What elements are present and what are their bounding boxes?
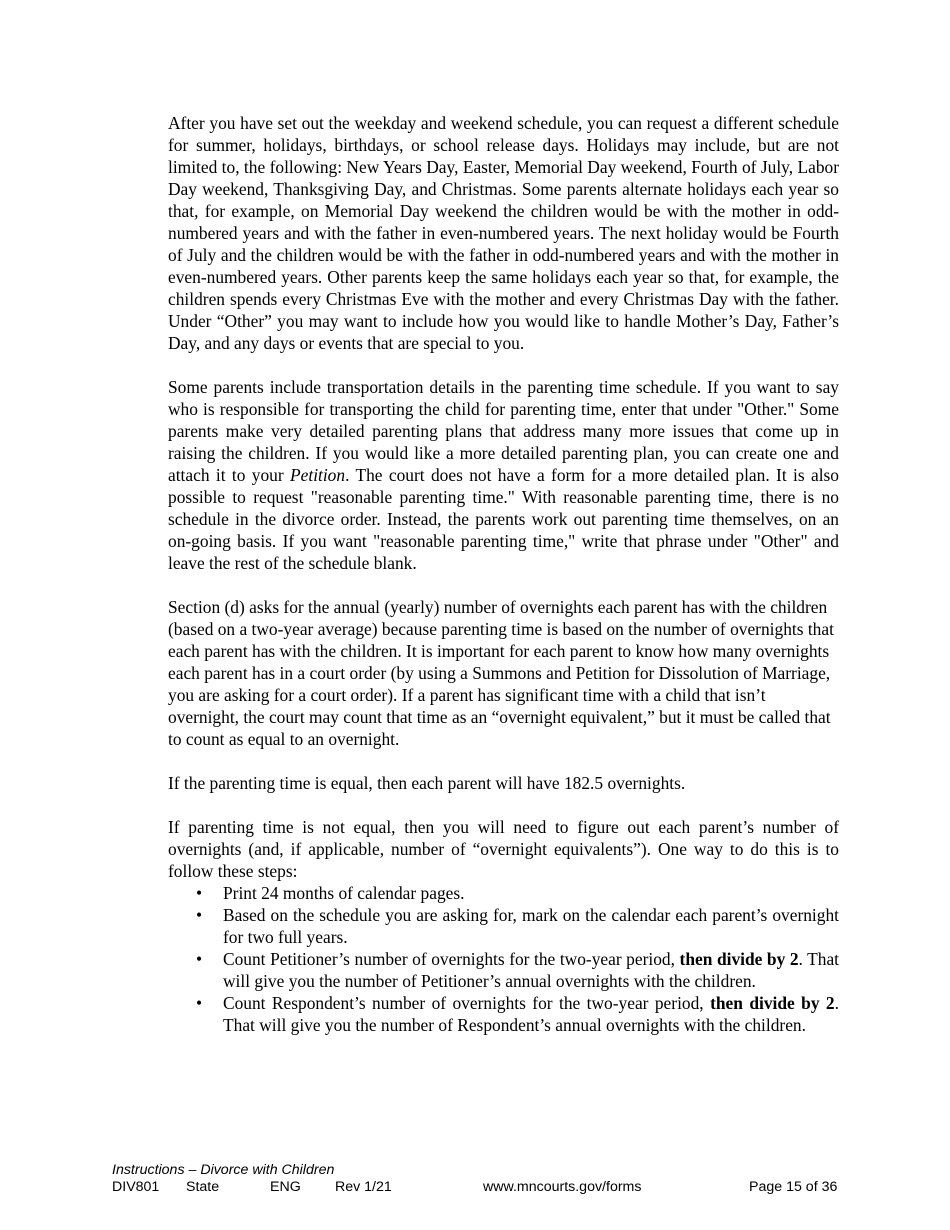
step-text: . That will give you the number of Petitioner’s annual overnights with the children.	[223, 949, 840, 991]
step-text: Count Petitioner’s number of overnights for the two-year period,	[223, 949, 680, 969]
footer-jurisdiction: State	[186, 1179, 220, 1195]
paragraph-transportation-text-2: . The court does not have a form for a more detailed plan. It is also possible to request "reasonable parenting time." With reasonable parenting time, there is no schedule in the divorce order. Instead, the parents work out parenting time themselves, on an on-going basis. If you want "reasonable parenting time," write that phrase under "Other" and leave the rest of the schedule blank.	[168, 465, 839, 573]
paragraph-section-d: Section (d) asks for the annual (yearly) number of overnights each parent has with the children (based on a two-year average) because parenting time is based on the number of overnights that each parent has with the children. It is important for each parent to know how many overnights each parent has in a court order (by using a Summons and Petition for Dissolution of Marriage, you are asking for a court order). If a parent has significant time with a child that isn’t overnight, the court may count that time as an “overnight equivalent,” but it must be called that to count as equal to an overnight.	[168, 597, 834, 749]
list-item	[168, 992, 839, 1036]
steps-list	[168, 882, 839, 1036]
bullet-icon: •	[196, 949, 203, 969]
step-emphasis: then divide by 2	[679, 949, 799, 969]
bullet-icon: •	[196, 883, 203, 903]
step-text: . That will give you the number of Respondent’s annual overnights with the children.	[223, 993, 839, 1035]
footer-form-code: DIV801	[112, 1179, 160, 1195]
paragraph-transportation-text-1: Some parents include transportation details in the parenting time schedule. If you want to say who is responsible for transporting the child for parenting time, enter that under "Other." Some parents make very detailed parenting plans that address many more issues that come up in raising the children. If you would like a more detailed parenting plan, you can create one and attach it to your	[168, 377, 839, 485]
step-text: Print 24 months of calendar pages.	[223, 883, 465, 903]
page-body	[168, 112, 839, 1036]
paragraph-holiday-schedule: After you have set out the weekday and weekend schedule, you can request a different schedule for summer, holidays, birthdays, or school release days. Holidays may include, but are not limited to, the following: New Years Day, Easter, Memorial Day weekend, Fourth of July, Labor Day weekend, Thanksgiving Day, and Christmas. Some parents alternate holidays each year so that, for example, on Memorial Day weekend the children would be with the mother in odd-numbered years and with the father in even-numbered years. The next holiday would be Fourth of July and the children would be with the father in odd-numbered years and with the mother in even-numbered years. Other parents keep the same holidays each year so that, for example, the children spends every Christmas Eve with the mother and every Christmas Day with the father. Under “Other” you may want to include how you would like to handle Mother’s Day, Father’s Day, and any days or events that are special to you.	[168, 113, 839, 353]
page-footer	[112, 1162, 842, 1197]
bullet-icon: •	[196, 993, 203, 1013]
list-item	[168, 904, 839, 948]
footer-page-number: Page 15 of 36	[749, 1179, 838, 1195]
paragraph-equal-time: If the parenting time is equal, then each parent will have 182.5 overnights.	[168, 773, 686, 793]
paragraph-transportation	[168, 376, 839, 574]
step-text: Based on the schedule you are asking for, mark on the calendar each parent’s overnight for two full years.	[223, 905, 839, 947]
list-item	[168, 948, 839, 992]
footer-language: ENG	[270, 1179, 301, 1195]
footer-title: Instructions – Divorce with Children	[112, 1162, 335, 1178]
paragraph-unequal-time: If parenting time is not equal, then you will need to figure out each parent’s number of overnights (and, if applicable, number of “overnight equivalents”). One way to do this is to follow these steps:	[168, 817, 839, 881]
footer-meta-row	[112, 1179, 842, 1197]
footer-revision: Rev 1/21	[335, 1179, 392, 1195]
bullet-icon: •	[196, 905, 203, 925]
step-emphasis: then divide by 2	[710, 993, 835, 1013]
petition-italic: Petition	[290, 465, 346, 485]
step-text: Count Respondent’s number of overnights for the two-year period,	[223, 993, 711, 1013]
footer-website-link[interactable]: www.mncourts.gov/forms	[483, 1179, 642, 1195]
list-item	[168, 882, 839, 904]
